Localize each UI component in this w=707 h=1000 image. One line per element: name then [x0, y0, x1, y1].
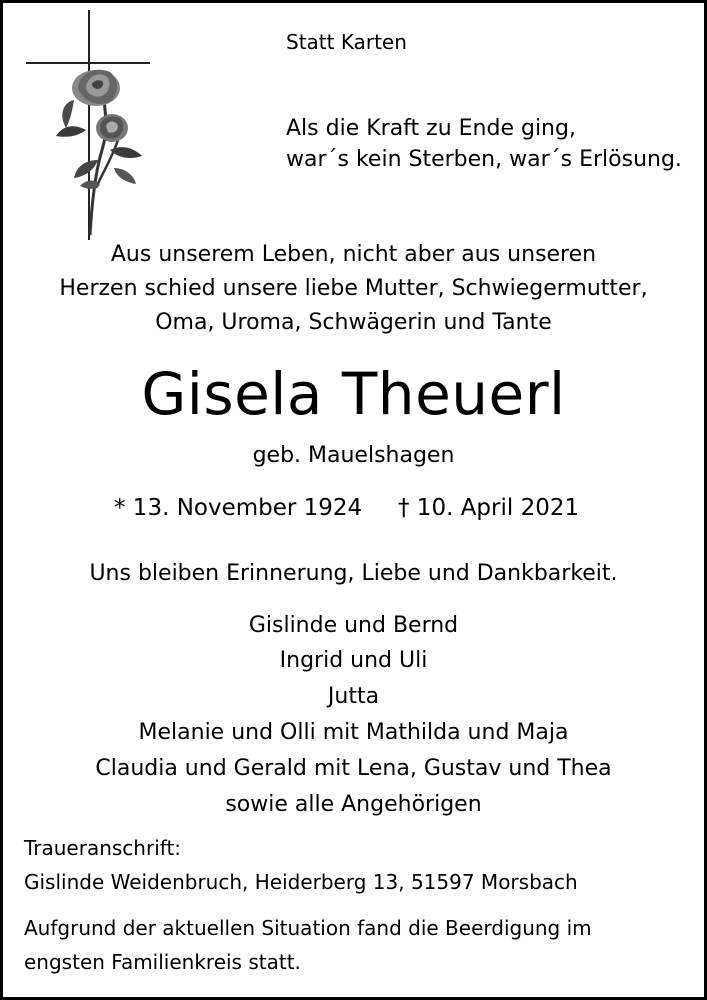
address-value: Gislinde Weidenbruch, Heiderberg 13, 51597 Morsbach	[24, 870, 578, 894]
cross-with-rose-icon	[26, 10, 156, 242]
gratitude-line: Uns bleiben Erinnerung, Liebe und Dankbarkeit.	[89, 561, 618, 586]
mourner-line: Melanie und Olli mit Mathilda und Maja	[138, 720, 569, 745]
intro-line-3: Oma, Uroma, Schwägerin und Tante	[155, 310, 552, 335]
deceased-name: Gisela Theuerl	[141, 360, 566, 428]
poem-line-1: Als die Kraft zu Ende ging,	[286, 116, 576, 141]
intro-line-2: Herzen schied unsere liebe Mutter, Schwiegermutter,	[59, 276, 648, 301]
mourner-line: Ingrid und Uli	[279, 648, 428, 673]
intro-line-1: Aus unserem Leben, nicht aber aus unseren	[110, 242, 597, 267]
address-label: Traueranschrift:	[24, 836, 182, 860]
birth-date: * 13. November 1924	[114, 495, 363, 521]
mourner-line: Jutta	[327, 684, 380, 709]
poem-line-2: war´s kein Sterben, war´s Erlösung.	[286, 147, 682, 172]
mourner-line: Gislinde und Bernd	[248, 613, 459, 638]
note-line-1: Aufgrund der aktuellen Situation fand die Beerdigung im	[24, 916, 592, 940]
mourner-line: sowie alle Angehörigen	[225, 792, 482, 817]
maiden-name: geb. Mauelshagen	[252, 443, 455, 468]
mourner-line: Claudia und Gerald mit Lena, Gustav und Thea	[95, 756, 612, 781]
statt-karten-label: Statt Karten	[286, 30, 407, 54]
note-line-2: engsten Familienkreis statt.	[24, 950, 301, 974]
death-date: † 10. April 2021	[398, 495, 580, 521]
